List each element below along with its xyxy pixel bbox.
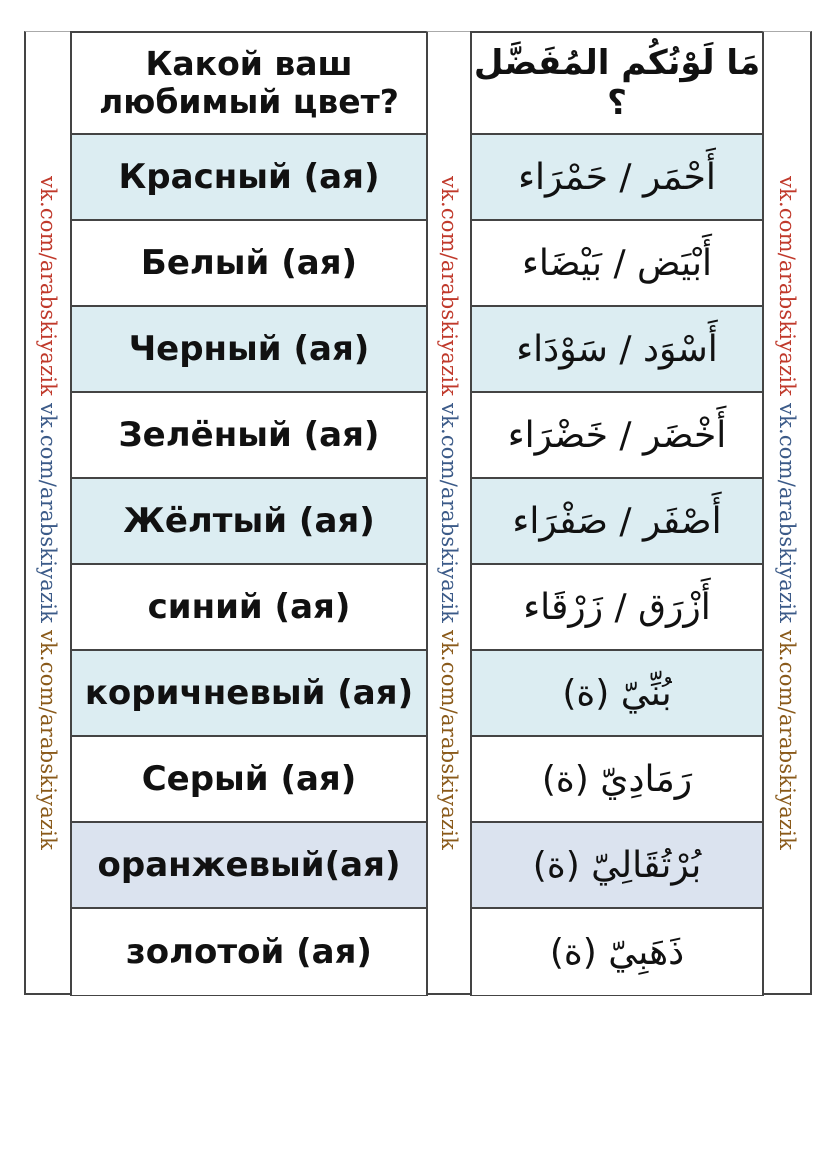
russian-color-word: коричневый (ая): [72, 651, 426, 737]
watermark-strip-middle: [426, 31, 472, 995]
arabic-color-word: ذَهَبِيّ (ة): [472, 909, 762, 995]
arabic-color-word: أَصْفَر / صَفْرَاء: [472, 479, 762, 565]
watermark-segment: vk.com/arabskiyazik: [437, 175, 461, 396]
russian-color-word: Жёлтый (ая): [72, 479, 426, 565]
arabic-color-word: رَمَادِيّ (ة): [472, 737, 762, 823]
watermark-segment: vk.com/arabskiyazik: [437, 629, 461, 850]
russian-color-word: Зелёный (ая): [72, 393, 426, 479]
russian-color-word: Черный (ая): [72, 307, 426, 393]
russian-color-word: Серый (ая): [72, 737, 426, 823]
arabic-color-word: أَبْيَض / بَيْضَاء: [472, 221, 762, 307]
arabic-title: مَا لَوْنُكُم المُفَضَّل ؟: [472, 33, 762, 135]
russian-column: [70, 31, 428, 996]
russian-color-word: Красный (ая): [72, 135, 426, 221]
watermark-strip-left: [24, 31, 72, 995]
arabic-color-word: أَخْضَر / خَضْرَاء: [472, 393, 762, 479]
arabic-column: [470, 31, 764, 996]
watermark-segment: vk.com/arabskiyazik: [36, 175, 60, 396]
watermark-segment: vk.com/arabskiyazik: [775, 402, 799, 623]
watermark-text: [775, 175, 799, 849]
russian-color-word: золотой (ая): [72, 909, 426, 995]
russian-title: Какой ваш любимый цвет?: [72, 33, 426, 135]
arabic-color-word: بُنِّيّ (ة): [472, 651, 762, 737]
watermark-text: [36, 175, 60, 849]
watermark-segment: vk.com/arabskiyazik: [775, 629, 799, 850]
watermark-segment: vk.com/arabskiyazik: [437, 402, 461, 623]
color-vocabulary-sheet: [24, 31, 812, 996]
watermark-strip-right: [762, 31, 812, 995]
russian-color-word: Белый (ая): [72, 221, 426, 307]
watermark-segment: vk.com/arabskiyazik: [775, 175, 799, 396]
arabic-color-word: أَحْمَر / حَمْرَاء: [472, 135, 762, 221]
watermark-segment: vk.com/arabskiyazik: [36, 402, 60, 623]
arabic-color-word: أَزْرَق / زَرْقَاء: [472, 565, 762, 651]
arabic-color-word: بُرْتُقَالِيّ (ة): [472, 823, 762, 909]
russian-color-word: оранжевый(ая): [72, 823, 426, 909]
watermark-segment: vk.com/arabskiyazik: [36, 629, 60, 850]
arabic-color-word: أَسْوَد / سَوْدَاء: [472, 307, 762, 393]
watermark-text: [437, 175, 461, 849]
russian-color-word: синий (ая): [72, 565, 426, 651]
